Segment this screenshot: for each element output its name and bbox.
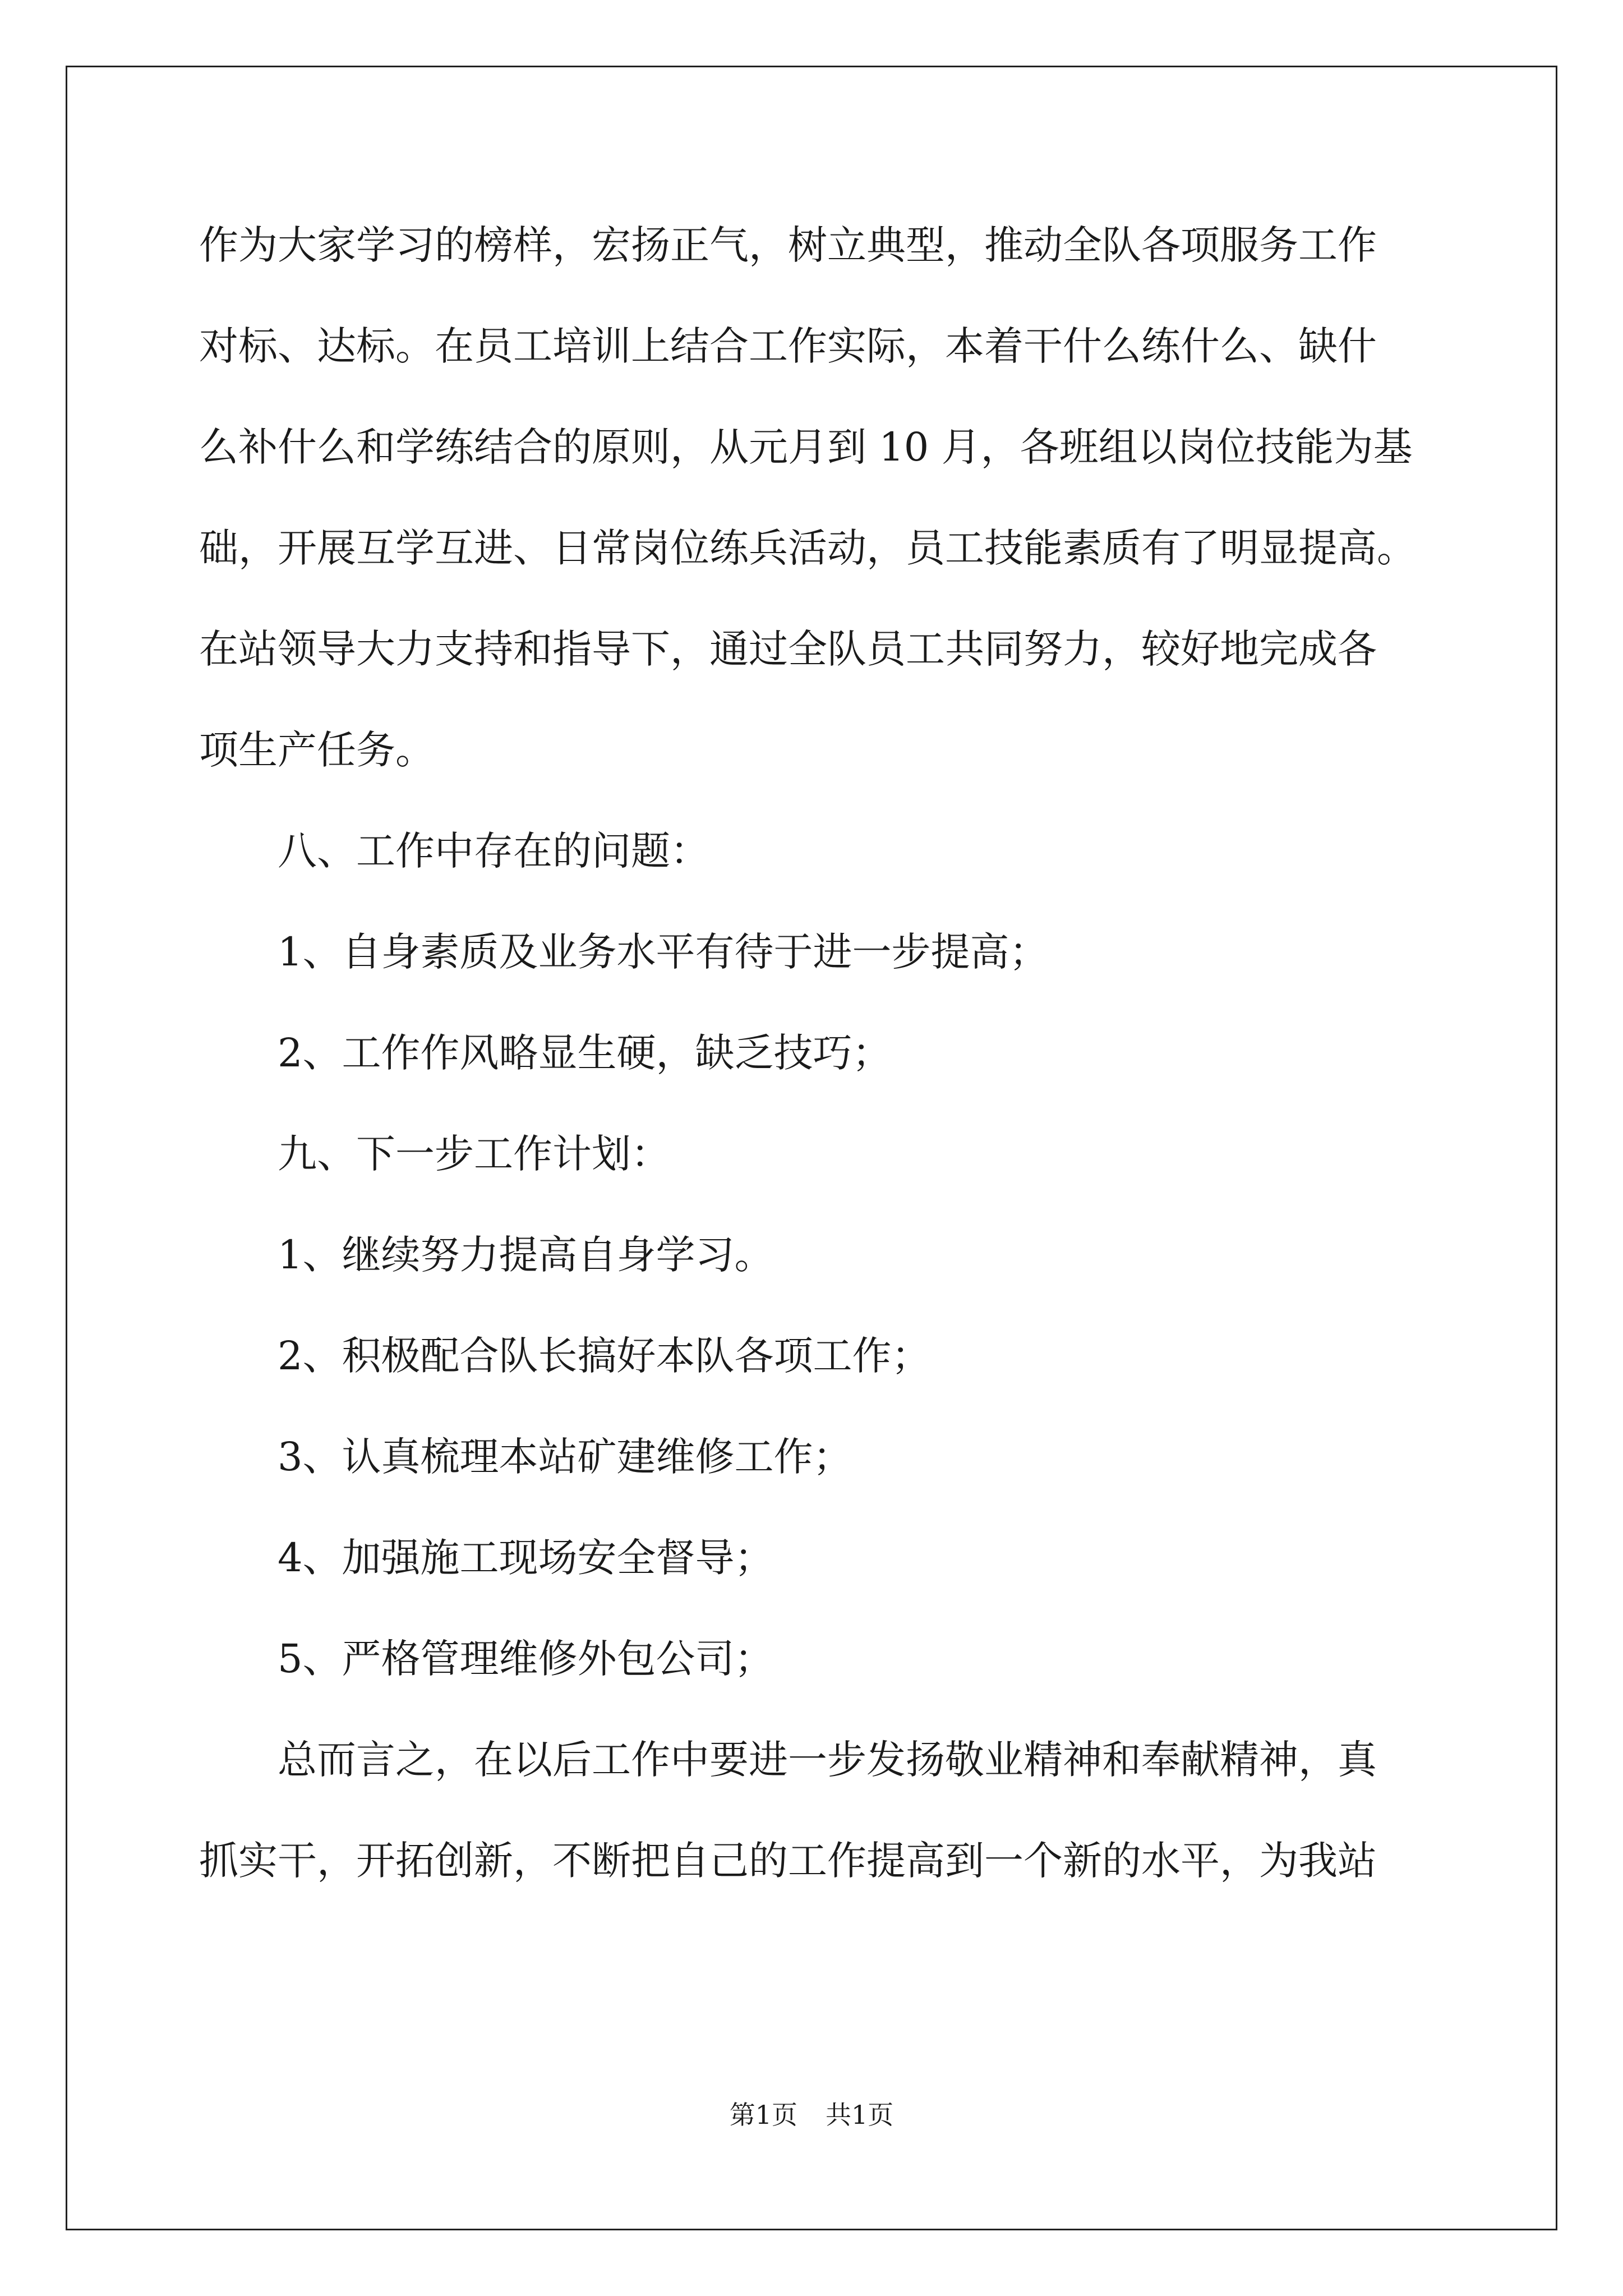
page-footer (0, 2098, 1623, 2132)
list-item: 5、严格管理维修外包公司； (278, 1636, 774, 1682)
page-number: 第1页 (729, 2100, 797, 2130)
list-item: 2、积极配合队长搞好本队各项工作； (278, 1333, 931, 1379)
section-heading: 九、下一步工作计划： (278, 1131, 670, 1177)
paragraph-line: 项生产任务。 (199, 727, 435, 773)
page-total: 共1页 (826, 2100, 894, 2130)
section-heading: 八、工作中存在的问题： (278, 828, 709, 874)
list-item: 1、继续努力提高自身学习。 (278, 1232, 774, 1278)
paragraph-line: 作为大家学习的榜样，宏扬正气，树立典型，推动全队各项服务工作 (199, 222, 1377, 268)
paragraph-line: 抓实干，开拓创新，不断把自己的工作提高到一个新的水平，为我站 (199, 1838, 1377, 1884)
paragraph-line: 在站领导大力支持和指导下，通过全队员工共同努力，较好地完成各 (199, 626, 1377, 672)
paragraph-line: 总而言之，在以后工作中要进一步发扬敬业精神和奉献精神，真 (278, 1737, 1377, 1783)
paragraph-line: 么补什么和学练结合的原则，从元月到 10 月，各班组以岗位技能为基 (199, 424, 1413, 470)
paragraph-line: 础，开展互学互进、日常岗位练兵活动，员工技能素质有了明显提高。 (199, 525, 1416, 571)
list-item: 2、工作作风略显生硬，缺乏技巧； (278, 1030, 892, 1076)
list-item: 1、自身素质及业务水平有待于进一步提高； (278, 929, 1049, 975)
paragraph-line: 对标、达标。在员工培训上结合工作实际，本着干什么练什么、缺什 (199, 323, 1377, 369)
list-item: 4、加强施工现场安全督导； (278, 1535, 774, 1581)
list-item: 3、认真梳理本站矿建维修工作； (278, 1434, 852, 1480)
